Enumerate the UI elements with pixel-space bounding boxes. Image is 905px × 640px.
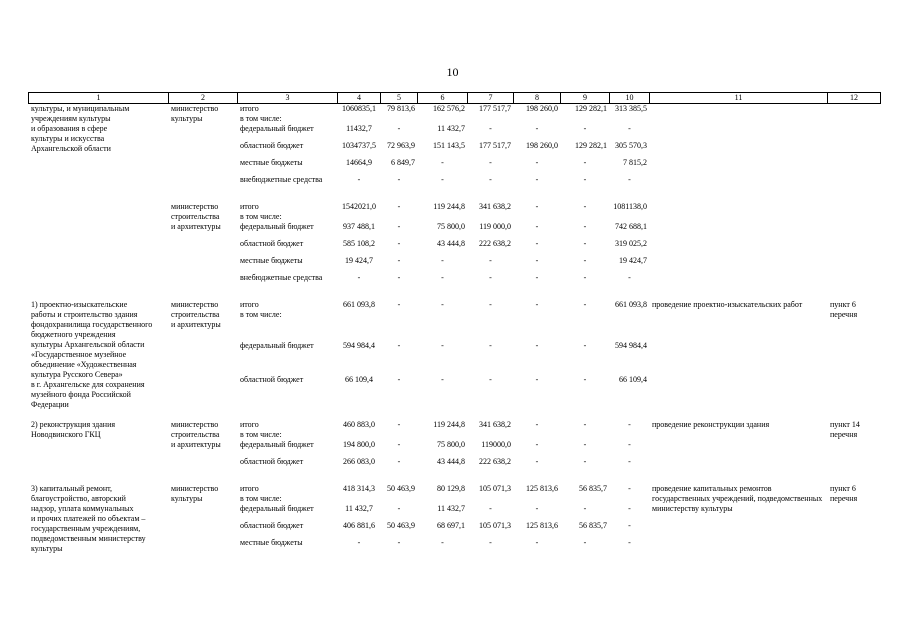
amount-cell: - — [583, 300, 587, 309]
expected-result-cell: проведение проектно-изыскательских работ — [652, 300, 803, 309]
activity-name-line: учреждениям культуры — [31, 114, 111, 123]
funding-source-line: в том числе: — [240, 494, 282, 503]
amount-cell: 594 984,4 — [615, 340, 647, 350]
executor-line: министерство — [171, 202, 219, 211]
amount-cell: - — [535, 538, 539, 547]
page-number: 10 — [446, 65, 459, 79]
funding-source-cell — [238, 341, 338, 376]
funding-source-cell — [238, 457, 338, 474]
amount-cell: - — [583, 202, 587, 211]
amount-cell: 19 424,7 — [345, 256, 373, 265]
amount-cell: - — [628, 484, 631, 493]
amount-cell: - — [489, 340, 492, 350]
block-spacer — [29, 290, 881, 300]
activity-name-line: культуры, и муниципальным — [31, 104, 130, 113]
executor-cell — [169, 484, 238, 555]
amount-cell: 14664,9 — [346, 158, 372, 167]
amount-cell: 11 432,7 — [345, 504, 373, 513]
amount-cell: - — [397, 202, 401, 211]
amount-cell: 406 881,6 — [343, 521, 375, 530]
amount-cell: - — [441, 158, 444, 167]
expected-result-cell — [650, 202, 828, 290]
activity-name-line: государственным учреждениям, — [31, 524, 141, 533]
executor-line: министерство — [171, 104, 219, 113]
amount-cell: - — [535, 504, 539, 513]
expected-result-cell — [650, 104, 828, 193]
expected-result-cell: проведение капитальных ремонтов государственных учреждений, подведомственных министерству культуры — [652, 484, 823, 513]
spacer-cell — [29, 474, 881, 484]
table-row — [29, 104, 881, 125]
funding-source-line: внебюджетные средства — [240, 273, 323, 282]
amount-cell: 125 813,6 — [526, 521, 558, 530]
funding-source-cell — [238, 222, 338, 239]
amount-cell: 105 071,3 — [479, 484, 511, 493]
funding-source-line: областной бюджет — [240, 375, 304, 385]
column-number: 3 — [238, 93, 338, 104]
funding-source-line: местные бюджеты — [240, 256, 303, 265]
executor-line: культуры — [171, 114, 203, 123]
amount-cell: - — [628, 420, 631, 429]
spacer-cell — [29, 290, 881, 300]
funding-source-line: областной бюджет — [240, 457, 304, 466]
activity-name-line: надзор, уплата коммунальных — [31, 504, 134, 513]
amount-cell: - — [489, 256, 492, 265]
funding-source-cell — [238, 375, 338, 410]
amount-cell: 742 688,1 — [615, 222, 647, 231]
amount-cell: - — [489, 300, 492, 309]
amount-cell: - — [628, 504, 631, 513]
amount-cell: - — [583, 538, 587, 547]
amount-cell: 11 432,7 — [437, 504, 465, 513]
amount-cell: - — [628, 538, 631, 547]
amount-cell: - — [441, 538, 444, 547]
amount-cell: 313 385,5 — [615, 104, 647, 113]
activity-name-line: Федерации — [31, 400, 69, 409]
activity-name-line: благоустройство, авторский — [31, 494, 126, 503]
amount-cell: - — [583, 273, 587, 282]
funding-source-line: областной бюджет — [240, 521, 304, 530]
activity-name-line: 1) проектно-изыскательские — [31, 300, 128, 309]
activity-name-line: в г. Архангельске для сохранения — [31, 380, 145, 389]
amount-cell: - — [628, 457, 631, 466]
column-number: 8 — [514, 93, 561, 104]
column-number: 1 — [29, 93, 169, 104]
amount-cell: - — [489, 504, 492, 513]
amount-cell: 119 244,8 — [433, 202, 465, 211]
funding-source-line: в том числе: — [240, 430, 282, 439]
amount-cell: 319 025,2 — [615, 239, 647, 248]
amount-cell: - — [535, 457, 539, 466]
amount-cell: 222 638,2 — [479, 457, 511, 466]
amount-cell: - — [489, 124, 492, 133]
block-spacer — [29, 410, 881, 420]
activity-name-line: «Государственное музейное — [31, 350, 127, 359]
amount-cell: 1034737,5 — [342, 141, 376, 150]
activity-name-line: Архангельской области — [31, 144, 111, 153]
column-number: 11 — [650, 93, 828, 104]
block-spacer — [29, 474, 881, 484]
executor-line: строительства — [171, 430, 220, 439]
amount-cell: 11432,7 — [346, 124, 372, 133]
activity-name-cell — [29, 300, 169, 410]
funding-source-line: федеральный бюджет — [240, 124, 314, 133]
amount-cell: - — [535, 202, 539, 211]
amount-cell: - — [397, 504, 401, 513]
amount-cell: - — [397, 440, 401, 449]
expected-result-cell: проведение реконструкции здания — [652, 420, 770, 429]
executor-cell — [169, 202, 238, 290]
amount-cell: - — [357, 538, 361, 547]
amount-cell: 105 071,3 — [479, 521, 511, 530]
funding-source-cell — [238, 300, 338, 341]
funding-source-cell — [238, 538, 338, 555]
amount-cell: - — [583, 222, 587, 231]
column-number: 7 — [468, 93, 514, 104]
amount-cell: 418 314,3 — [343, 484, 375, 493]
amount-cell: - — [535, 340, 539, 350]
funding-source-cell — [238, 504, 338, 521]
funding-source-cell — [238, 256, 338, 273]
funding-source-cell — [238, 124, 338, 141]
amount-cell: - — [535, 239, 539, 248]
amount-cell: - — [357, 175, 361, 184]
amount-cell: - — [535, 273, 539, 282]
amount-cell: 7 815,2 — [623, 158, 647, 167]
funding-source-cell — [238, 521, 338, 538]
amount-cell: - — [441, 175, 444, 184]
amount-cell: 198 260,0 — [526, 141, 558, 150]
amount-cell: 56 835,7 — [579, 484, 607, 493]
amount-cell: 66 109,4 — [619, 375, 647, 385]
amount-cell: - — [441, 256, 444, 265]
activity-name-line: работы и строительство здания — [31, 310, 138, 319]
amount-cell: - — [535, 124, 539, 133]
activity-name-line: и прочих платежей по объектам – — [31, 514, 146, 523]
column-number-row — [29, 93, 881, 104]
activity-name-cell — [29, 202, 169, 290]
amount-cell: - — [397, 300, 401, 309]
amount-cell: - — [397, 273, 401, 282]
amount-cell: 661 093,8 — [343, 300, 375, 309]
activity-name-line: музейного фонда Российской — [31, 390, 131, 399]
amount-cell: - — [535, 256, 539, 265]
amount-cell: 75 800,0 — [437, 222, 465, 231]
amount-cell: 129 282,1 — [575, 104, 607, 113]
table-row — [29, 484, 881, 504]
list-item-ref-cell: пункт 6 перечня — [830, 484, 858, 503]
amount-cell: 43 444,8 — [437, 457, 465, 466]
amount-cell: - — [583, 420, 587, 429]
amount-cell: 222 638,2 — [479, 239, 511, 248]
activity-name-cell — [29, 420, 169, 474]
amount-cell: - — [489, 158, 492, 167]
funding-source-line: в том числе: — [240, 114, 282, 123]
amount-cell: 198 260,0 — [526, 104, 558, 113]
activity-name-line: бюджетного учреждения — [31, 330, 116, 339]
amount-cell: 119 000,0 — [479, 222, 511, 231]
funding-source-cell — [238, 273, 338, 290]
amount-cell: - — [583, 175, 587, 184]
amount-cell: 151 143,5 — [433, 141, 465, 150]
activity-name-line: фондохранилища государственного — [31, 320, 153, 329]
executor-line: культуры — [171, 494, 203, 503]
amount-cell: 119 244,8 — [433, 420, 465, 429]
amount-cell: 937 488,1 — [343, 222, 375, 231]
funding-source-line: в том числе: — [240, 310, 282, 319]
amount-cell: - — [397, 340, 401, 350]
column-number: 5 — [381, 93, 418, 104]
executor-line: министерство — [171, 300, 219, 309]
executor-line: министерство — [171, 420, 219, 429]
funding-source-line: итого — [240, 420, 259, 429]
amount-cell: 56 835,7 — [579, 521, 607, 530]
amount-cell: - — [628, 521, 631, 530]
activity-name-line: и образования в сфере — [31, 124, 108, 133]
activity-name-line: культуры Архангельской области — [31, 340, 145, 349]
amount-cell: - — [535, 420, 539, 429]
executor-cell — [169, 300, 238, 410]
funding-source-cell — [238, 202, 338, 222]
amount-cell: 194 800,0 — [343, 440, 375, 449]
funding-source-line: итого — [240, 104, 259, 113]
amount-cell: - — [397, 124, 401, 133]
amount-cell: 50 463,9 — [387, 484, 415, 493]
funding-source-cell — [238, 175, 338, 192]
amount-cell: - — [397, 239, 401, 248]
amount-cell: 119000,0 — [481, 440, 511, 449]
amount-cell: - — [489, 273, 492, 282]
amount-cell: - — [397, 375, 401, 385]
funding-source-line: итого — [240, 484, 259, 493]
funding-source-line: местные бюджеты — [240, 538, 303, 547]
list-item-ref-cell: пункт 14 перечня — [830, 420, 860, 439]
activity-name-line: Новодвинского ГКЦ — [31, 430, 101, 439]
amount-cell: 19 424,7 — [619, 256, 647, 265]
amount-cell: - — [628, 175, 631, 184]
funding-source-line: федеральный бюджет — [240, 222, 314, 231]
amount-cell: 68 697,1 — [437, 521, 465, 530]
funding-source-line: федеральный бюджет — [240, 504, 314, 513]
column-number: 2 — [169, 93, 238, 104]
list-item-ref-cell — [828, 104, 881, 193]
table-body — [29, 104, 881, 556]
amount-cell: 594 984,4 — [343, 340, 375, 350]
amount-cell: 1081138,0 — [613, 202, 647, 211]
amount-cell: - — [397, 222, 401, 231]
activity-name-line: подведомственным министерству — [31, 534, 146, 543]
funding-source-cell — [238, 141, 338, 158]
amount-cell: - — [535, 375, 539, 385]
amount-cell: 75 800,0 — [437, 440, 465, 449]
amount-cell: - — [489, 538, 492, 547]
executor-line: и архитектуры — [171, 320, 221, 329]
funding-source-cell — [238, 239, 338, 256]
amount-cell: 341 638,2 — [479, 202, 511, 211]
activity-name-line: культуры и искусства — [31, 134, 105, 143]
amount-cell: - — [397, 256, 401, 265]
amount-cell: - — [535, 300, 539, 309]
amount-cell: - — [397, 538, 401, 547]
funding-source-line: итого — [240, 300, 259, 309]
amount-cell: - — [441, 300, 444, 309]
spacer-cell — [29, 192, 881, 202]
amount-cell: - — [628, 124, 631, 133]
activity-name-line: 3) капитальный ремонт, — [31, 484, 113, 493]
amount-cell: 460 883,0 — [343, 420, 375, 429]
amount-cell: - — [357, 273, 361, 282]
amount-cell: - — [489, 175, 492, 184]
column-number: 10 — [610, 93, 650, 104]
amount-cell: - — [583, 504, 587, 513]
amount-cell: - — [535, 175, 539, 184]
executor-cell — [169, 104, 238, 193]
amount-cell: 1060835,1 — [342, 104, 376, 113]
amount-cell: - — [535, 158, 539, 167]
activity-name-line: культуры — [31, 544, 63, 553]
activity-name-line: культура Русского Севера» — [31, 370, 123, 379]
column-number: 12 — [828, 93, 881, 104]
executor-line: и архитектуры — [171, 222, 221, 231]
amount-cell: - — [583, 158, 587, 167]
program-table — [28, 92, 881, 555]
block-spacer — [29, 192, 881, 202]
amount-cell: 129 282,1 — [575, 141, 607, 150]
funding-source-cell — [238, 484, 338, 504]
funding-source-line: федеральный бюджет — [240, 440, 314, 449]
funding-source-cell — [238, 440, 338, 457]
activity-name-line: 2) реконструкция здания — [31, 420, 116, 429]
amount-cell: - — [397, 420, 401, 429]
amount-cell: - — [628, 440, 631, 449]
amount-cell: - — [441, 340, 444, 350]
funding-source-line: федеральный бюджет — [240, 340, 314, 350]
amount-cell: 50 463,9 — [387, 521, 415, 530]
amount-cell: - — [397, 457, 401, 466]
table-row — [29, 420, 881, 440]
column-number: 6 — [418, 93, 468, 104]
activity-name-cell — [29, 484, 169, 555]
activity-name-line: объединение «Художественная — [31, 360, 137, 369]
amount-cell: - — [441, 273, 444, 282]
amount-cell: 66 109,4 — [345, 375, 373, 385]
funding-source-cell — [238, 158, 338, 175]
funding-source-line: областной бюджет — [240, 141, 304, 150]
amount-cell: - — [583, 340, 587, 350]
amount-cell: 6 849,7 — [391, 158, 415, 167]
amount-cell: 1542021,0 — [342, 202, 376, 211]
table-row — [29, 202, 881, 222]
amount-cell: - — [441, 375, 444, 385]
funding-source-line: итого — [240, 202, 259, 211]
amount-cell: 661 093,8 — [615, 300, 647, 309]
amount-cell: 43 444,8 — [437, 239, 465, 248]
list-item-ref-cell — [828, 202, 881, 290]
amount-cell: 177 517,7 — [479, 104, 511, 113]
amount-cell: - — [628, 273, 631, 282]
funding-source-line: в том числе: — [240, 212, 282, 221]
funding-source-cell — [238, 104, 338, 125]
spacer-cell — [29, 410, 881, 420]
amount-cell: - — [583, 375, 587, 385]
table-row — [29, 300, 881, 341]
amount-cell: - — [583, 256, 587, 265]
list-item-ref-cell: пункт 6 перечня — [830, 300, 858, 319]
amount-cell: - — [489, 375, 492, 385]
amount-cell: - — [583, 239, 587, 248]
executor-cell — [169, 420, 238, 474]
executor-line: строительства — [171, 310, 220, 319]
amount-cell: 585 108,2 — [343, 239, 375, 248]
amount-cell: 79 813,6 — [387, 104, 415, 113]
amount-cell: - — [535, 440, 539, 449]
amount-cell: 72 963,9 — [387, 141, 415, 150]
funding-source-cell — [238, 420, 338, 440]
amount-cell: - — [583, 124, 587, 133]
column-number: 4 — [338, 93, 381, 104]
amount-cell: 266 083,0 — [343, 457, 375, 466]
amount-cell: - — [583, 457, 587, 466]
funding-source-line: внебюджетные средства — [240, 175, 323, 184]
amount-cell: 11 432,7 — [437, 124, 465, 133]
amount-cell: 125 813,6 — [526, 484, 558, 493]
executor-line: и архитектуры — [171, 440, 221, 449]
amount-cell: 80 129,8 — [437, 484, 465, 493]
executor-line: строительства — [171, 212, 220, 221]
amount-cell: 177 517,7 — [479, 141, 511, 150]
amount-cell: - — [397, 175, 401, 184]
funding-source-line: местные бюджеты — [240, 158, 303, 167]
amount-cell: 162 576,2 — [433, 104, 465, 113]
amount-cell: - — [583, 440, 587, 449]
amount-cell: 341 638,2 — [479, 420, 511, 429]
funding-source-line: областной бюджет — [240, 239, 304, 248]
column-number: 9 — [561, 93, 610, 104]
executor-line: министерство — [171, 484, 219, 493]
amount-cell: - — [535, 222, 539, 231]
activity-name-cell — [29, 104, 169, 193]
amount-cell: 305 570,3 — [615, 141, 647, 150]
